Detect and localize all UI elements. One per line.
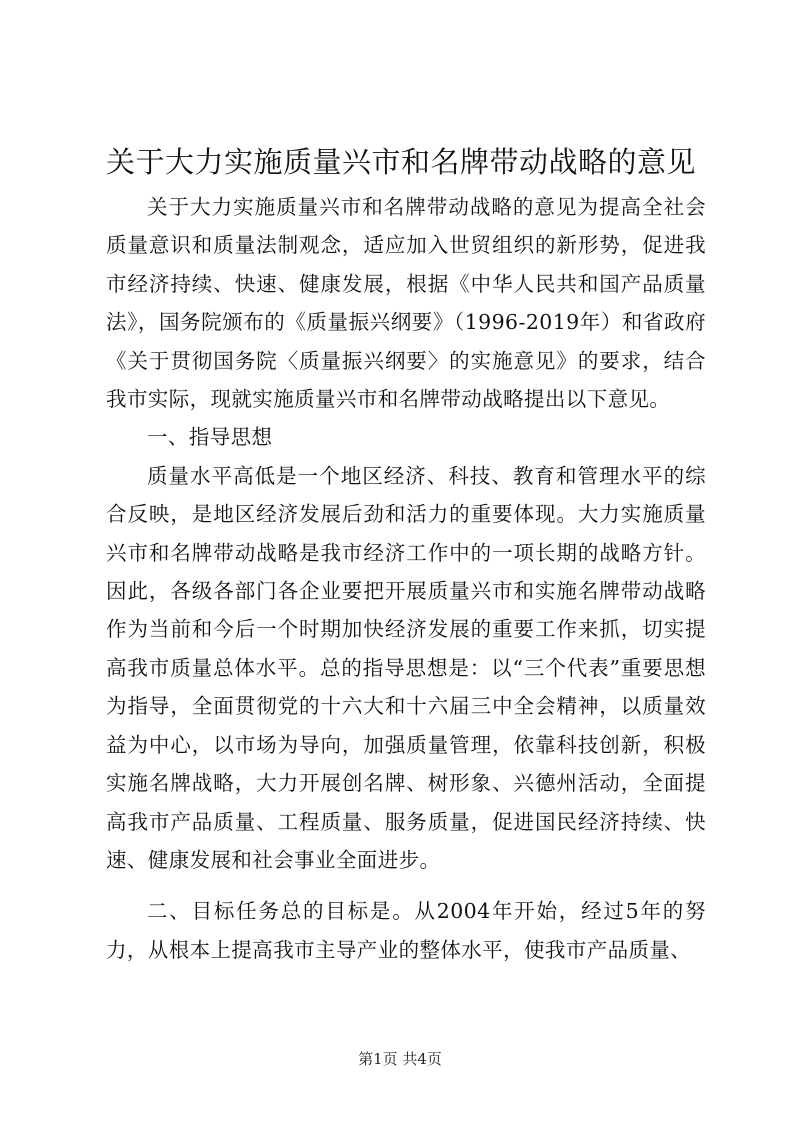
guiding-ideology-paragraph: 质量水平高低是一个地区经济、科技、教育和管理水平的综合反映，是地区经济发展后劲和活力的重要体现。大力实施质量兴市和名牌带动战略是我市经济工作中的一项长期的战略方针。因此，各级各部门各企业要把开展质量兴市和实施名牌带动战略作为当前和今后一个时期加快经济发展的重要工作来抓，切实提高我市质量总体水平。总的指导思想是：以“三个代表”重要思想为指导，全面贯彻党的十六大和十六届三中全会精神，以质量效益为中心，以市场为导向，加强质量管理，依靠科技创新，积极实施名牌战略，大力开展创名牌、树形象、兴德州活动，全面提高我市产品质量、工程质量、服务质量，促进国民经济持续、快速、健康发展和社会事业全面进步。 <box>106 463 706 872</box>
document-title: 关于大力实施质量兴市和名牌带动战略的意见 <box>106 145 697 179</box>
goals-tasks-paragraph: 二、目标任务总的目标是。从2004年开始，经过5年的努力，从根本上提高我市主导产业的整体水平，使我市产品质量、 <box>106 899 706 962</box>
page-footer <box>0 1049 800 1069</box>
intro-paragraph: 关于大力实施质量兴市和名牌带动战略的意见为提高全社会质量意识和质量法制观念，适应加入世贸组织的新形势，促进我市经济持续、快速、健康发展，根据《中华人民共和国产品质量法》，国务院颁布的《质量振兴纲要》（1996-2019年）和省政府《关于贯彻国务院〈质量振兴纲要〉的实施意见》的要求，结合我市实际，现就实施质量兴市和名牌带动战略提出以下意见。 <box>106 195 706 412</box>
page-number: 第1页 共4页 <box>358 1050 442 1068</box>
section-heading-guiding-ideology: 一、指导思想 <box>147 425 273 450</box>
document-body <box>106 188 706 969</box>
